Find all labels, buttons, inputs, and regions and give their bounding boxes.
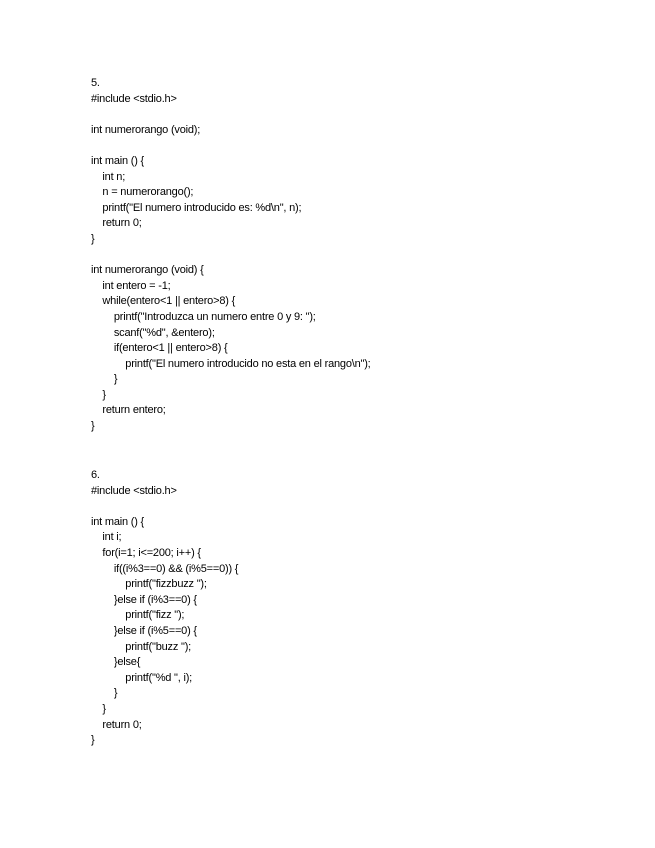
code-line: printf("El numero introducido no esta en el rango\n");	[91, 357, 371, 370]
code-line: int main () {	[91, 154, 145, 167]
code-line: }	[91, 388, 106, 401]
code-line: n = numerorango();	[91, 186, 194, 199]
code-line: printf("fizz ");	[91, 609, 185, 622]
code-line: return 0;	[91, 718, 142, 731]
exercise-5-code	[91, 76, 371, 435]
code-line: printf("fizzbuzz ");	[91, 578, 207, 591]
code-line: int i;	[91, 531, 122, 544]
code-line: int numerorango (void) {	[91, 264, 204, 277]
code-line: }	[91, 734, 95, 747]
code-line: int numerorango (void);	[91, 123, 201, 136]
code-line: if(entero<1 || entero>8) {	[91, 342, 228, 355]
code-line	[91, 248, 371, 264]
code-line: #include <stdio.h>	[91, 484, 177, 497]
code-line: if((i%3==0) && (i%5==0)) {	[91, 562, 239, 575]
code-line: printf("buzz ");	[91, 640, 192, 653]
code-line: }else if (i%3==0) {	[91, 593, 197, 606]
code-line: printf("El numero introducido es: %d\n", n);	[91, 201, 302, 214]
code-line: printf("Introduzca un numero entre 0 y 9: ");	[91, 310, 316, 323]
code-line: }	[91, 373, 118, 386]
code-line: }else{	[91, 656, 141, 669]
code-line: #include <stdio.h>	[91, 92, 177, 105]
code-line: for(i=1; i<=200; i++) {	[91, 546, 201, 559]
code-line: }	[91, 232, 95, 245]
code-line: while(entero<1 || entero>8) {	[91, 295, 236, 308]
exercise-6-code	[91, 468, 238, 749]
code-line: int n;	[91, 170, 126, 183]
code-line	[91, 138, 371, 154]
code-line: int main () {	[91, 515, 145, 528]
code-line: }else if (i%5==0) {	[91, 624, 197, 637]
code-line: scanf("%d", &entero);	[91, 326, 215, 339]
code-line: int entero = -1;	[91, 279, 171, 292]
code-line: }	[91, 687, 118, 700]
code-line	[91, 107, 371, 123]
code-line: return entero;	[91, 404, 166, 417]
code-line: }	[91, 420, 95, 433]
code-line: 6.	[91, 469, 100, 481]
code-line: printf("%d ", i);	[91, 671, 193, 684]
code-line: return 0;	[91, 217, 142, 230]
code-line: }	[91, 702, 106, 715]
code-line	[91, 499, 238, 515]
code-line: 5.	[91, 77, 100, 89]
